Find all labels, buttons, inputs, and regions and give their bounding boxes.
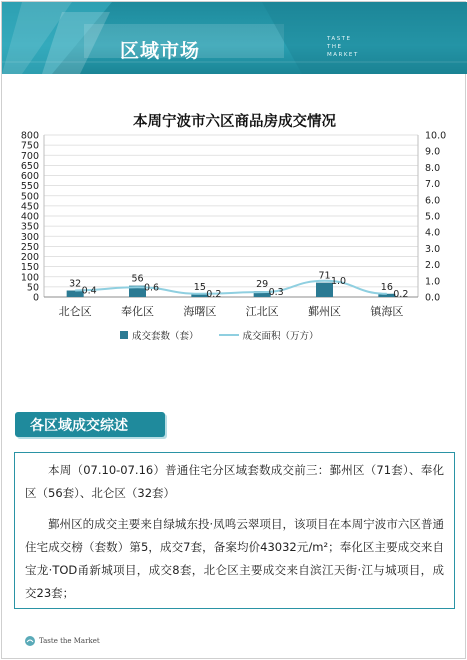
bar-value-label: 56	[131, 273, 144, 285]
y-left-tick-label: 450	[20, 201, 39, 213]
legend-label-units: 成交套数（套）	[132, 331, 199, 342]
tagline-line-1: TASTE	[327, 36, 352, 42]
bar-value-label: 29	[256, 279, 269, 291]
y-left-tick-label: 550	[20, 181, 39, 193]
y-left-tick-label: 150	[20, 262, 39, 274]
y-left-tick-label: 400	[20, 211, 39, 223]
y-left-tick-label: 300	[20, 231, 39, 243]
summary-paragraph-1: 本周（07.10-07.16）普通住宅分区域套数成交前三：鄞州区（71套）、奉化区（56套）、北仑区（32套）	[25, 463, 444, 500]
bar-value-label: 32	[69, 278, 82, 290]
y-right-tick-label: 8.0	[425, 162, 441, 174]
line-value-label: 1.0	[330, 275, 347, 287]
brand-logo-icon	[25, 636, 35, 646]
x-tick-label: 鄞州区	[308, 305, 341, 318]
line-value-label: 0.3	[268, 287, 284, 299]
x-tick-label: 奉化区	[121, 305, 154, 318]
footer	[25, 634, 100, 648]
header-banner	[2, 2, 467, 74]
line-value-label: 0.4	[81, 285, 97, 297]
y-left-tick-label: 350	[20, 221, 39, 233]
section-title: 各区域成交综述	[30, 418, 128, 434]
y-right-tick-label: 7.0	[425, 179, 441, 191]
y-left-tick-label: 700	[20, 150, 39, 162]
y-left-tick-label: 500	[20, 191, 39, 203]
y-left-tick-label: 750	[20, 140, 39, 152]
y-right-tick-label: 0.0	[425, 292, 441, 304]
y-right-tick-label: 10.0	[425, 130, 447, 142]
legend-label-area: 成交面积（万方）	[242, 331, 319, 342]
legend-item-units	[120, 328, 199, 342]
legend-bar-swatch	[120, 331, 128, 339]
y-left-tick-label: 50	[26, 282, 39, 294]
chart-title: 本周宁波市六区商品房成交情况	[133, 113, 336, 130]
page-frame	[1, 1, 466, 659]
bar-value-label: 71	[318, 270, 331, 282]
legend-line-swatch	[219, 334, 239, 336]
y-left-tick-label: 200	[20, 252, 39, 263]
x-tick-label: 镇海区	[370, 305, 404, 318]
sales-chart	[2, 127, 467, 327]
line-value-label: 0.2	[393, 288, 409, 300]
legend-item-area	[219, 328, 319, 342]
line-value-label: 0.6	[143, 282, 160, 294]
line-value-label: 0.2	[206, 288, 222, 300]
x-tick-label: 海曙区	[183, 305, 217, 318]
summary-paragraph-2: 鄞州区的成交主要来自绿城东投·凤鸣云翠项目，该项目在本周宁波市六区普通住宅成交榜（套数）第5，成交7套，备案均价43032元/m²；奉化区主要成交来自宝龙·TOD甬新城项目，成交8套，北仑区主要成交来自滨江天街·江与城项目，成交23套；	[25, 517, 444, 600]
tagline-line-3: MARKET	[327, 52, 359, 58]
y-left-tick-label: 0	[32, 292, 39, 304]
page-title: 区域市场	[120, 40, 201, 62]
x-tick-label: 江北区	[245, 305, 279, 318]
y-left-tick-label: 650	[20, 160, 39, 172]
bar-value-label: 15	[193, 281, 206, 293]
y-left-tick-label: 100	[20, 272, 39, 284]
tagline-line-2: THE	[327, 44, 343, 50]
y-right-tick-label: 4.0	[425, 227, 441, 239]
y-right-tick-label: 6.0	[425, 195, 441, 207]
banner-decoration	[2, 2, 467, 74]
summary-box	[14, 452, 455, 609]
y-right-tick-label: 5.0	[425, 211, 441, 223]
y-right-tick-label: 1.0	[425, 276, 441, 288]
x-tick-label: 北仑区	[58, 305, 92, 318]
y-right-tick-label: 2.0	[425, 260, 441, 272]
y-left-tick-label: 250	[20, 241, 39, 253]
banner-tagline	[327, 35, 359, 59]
y-left-tick-label: 600	[20, 171, 39, 182]
footer-brand: Taste the Market	[39, 637, 100, 645]
y-right-tick-label: 3.0	[425, 243, 441, 255]
bar-value-label: 16	[380, 281, 393, 293]
chart-legend	[120, 327, 319, 343]
y-right-tick-label: 9.0	[425, 146, 441, 158]
y-left-tick-label: 800	[20, 130, 39, 142]
